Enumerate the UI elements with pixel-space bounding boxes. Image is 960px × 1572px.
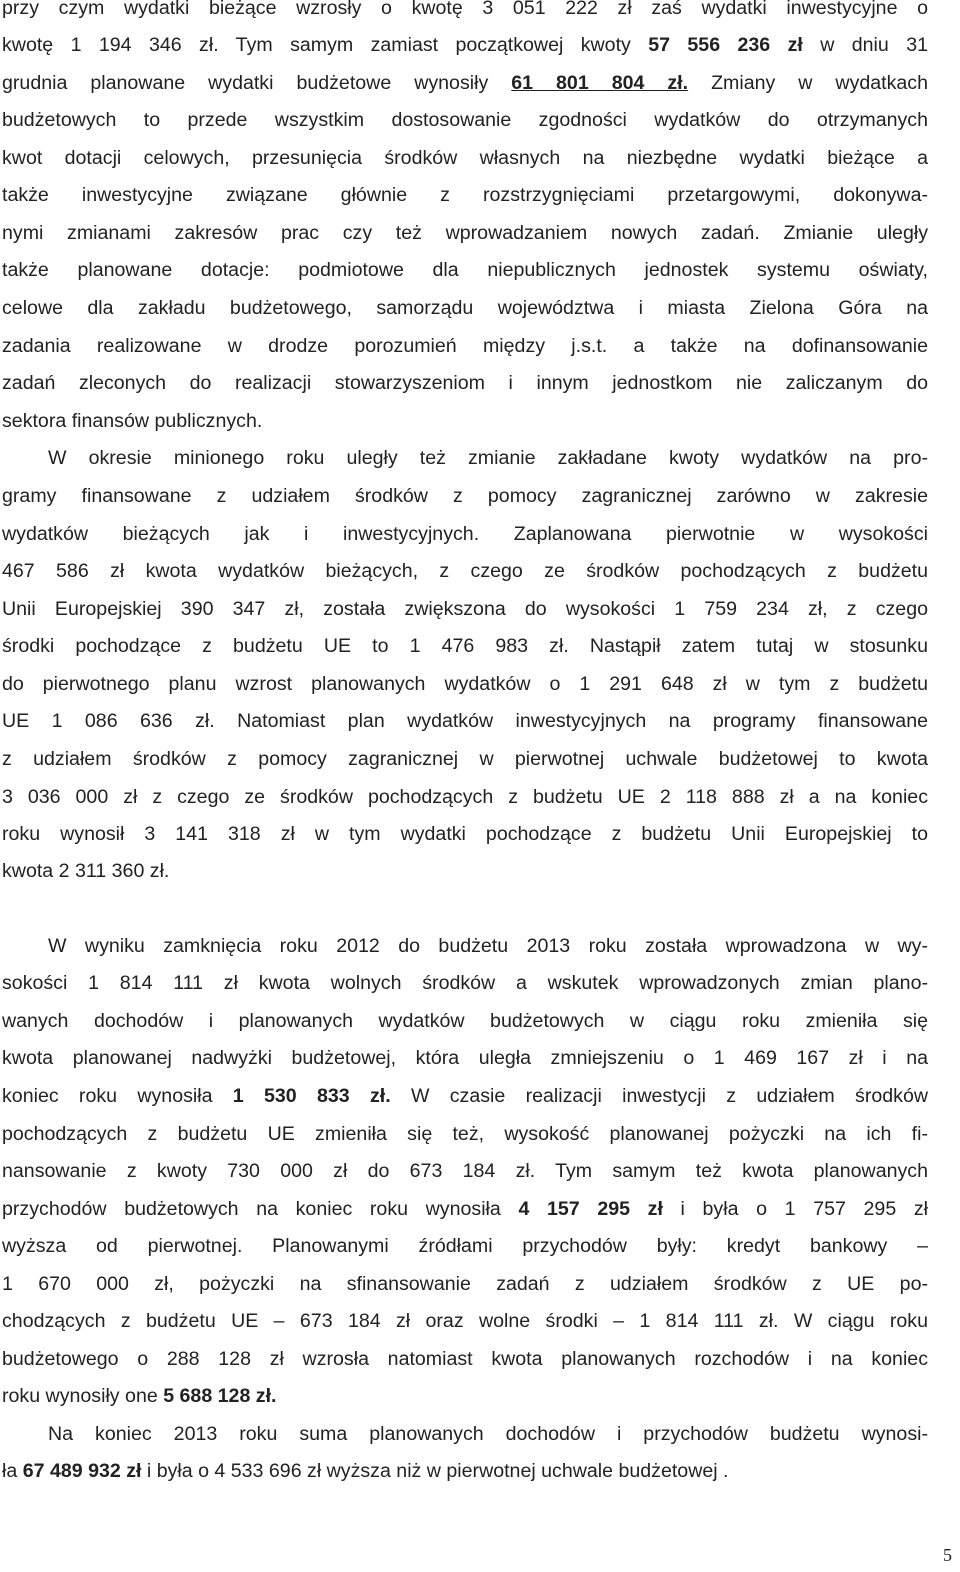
text-run: budżetowych to przede wszystkim dostosowanie zgodności wydatków do otrzymanych bbox=[2, 109, 928, 131]
text-line bbox=[2, 1153, 928, 1190]
text-run: UE 1 086 636 zł. Natomiast plan wydatków inwestycyjnych na programy finansowane bbox=[2, 710, 928, 732]
text-run: kwota 2 311 360 zł. bbox=[2, 860, 170, 882]
text-run: gramy finansowane z udziałem środków z pomocy zagranicznej zarówno w zakresie bbox=[2, 485, 928, 507]
text-run: W czasie realizacji inwestycji z udziałem środków bbox=[390, 1085, 928, 1107]
text-line bbox=[2, 853, 928, 890]
text-line bbox=[2, 1003, 928, 1040]
text-line bbox=[2, 553, 928, 590]
text-line bbox=[2, 140, 928, 177]
text-line bbox=[2, 102, 928, 139]
text-run: roku wynosił 3 141 318 zł w tym wydatki pochodzące z budżetu Unii Europejskiej to bbox=[2, 823, 928, 845]
text-run: sokości 1 814 111 zł kwota wolnych środków a wskutek wprowadzonych zmian plano- bbox=[2, 972, 928, 994]
text-run: W wyniku zamknięcia roku 2012 do budżetu 2013 roku została wprowadzona w wy- bbox=[48, 935, 928, 957]
text-run: Zmiany w wydatkach bbox=[688, 72, 928, 94]
text-run: kwota planowanej nadwyżki budżetowej, która uległa zmniejszeniu o 1 469 167 zł i na bbox=[2, 1047, 928, 1069]
text-line bbox=[2, 1341, 928, 1378]
text-run: wydatków bieżących jak i inwestycyjnych. Zaplanowana pierwotnie w wysokości bbox=[2, 523, 928, 545]
text-line bbox=[2, 779, 928, 816]
text-line bbox=[48, 440, 928, 477]
text-line bbox=[2, 403, 928, 440]
text-line bbox=[2, 328, 928, 365]
bold-amount: 61 801 804 zł. bbox=[511, 72, 689, 94]
text-line bbox=[2, 591, 928, 628]
text-line bbox=[2, 1078, 928, 1115]
text-run: koniec roku wynosiła bbox=[2, 1085, 233, 1107]
text-run: wanych dochodów i planowanych wydatków budżetowych w ciągu roku zmieniła się bbox=[2, 1010, 928, 1032]
text-line bbox=[2, 1266, 928, 1303]
text-line bbox=[2, 478, 928, 515]
text-run: 1 670 000 zł, pożyczki na sfinansowanie zadań z udziałem środków z UE po- bbox=[2, 1273, 928, 1295]
bold-amount: 4 157 295 zł bbox=[518, 1198, 663, 1220]
text-run: 3 036 000 zł z czego ze środków pochodzących z budżetu UE 2 118 888 zł a na koniec bbox=[2, 786, 928, 808]
text-line bbox=[2, 177, 928, 214]
text-line bbox=[2, 965, 928, 1002]
text-run: budżetowego o 288 128 zł wzrosła natomiast kwota planowanych rozchodów i na koniec bbox=[2, 1348, 928, 1370]
text-line bbox=[2, 0, 928, 27]
text-line bbox=[2, 215, 928, 252]
text-run: ła bbox=[2, 1460, 23, 1482]
text-line bbox=[2, 27, 928, 64]
text-line bbox=[2, 365, 928, 402]
text-run: sektora finansów publicznych. bbox=[2, 410, 263, 432]
text-line bbox=[2, 703, 928, 740]
text-run: przychodów budżetowych na koniec roku wynosiła bbox=[2, 1198, 519, 1220]
text-run: chodzących z budżetu UE – 673 184 zł oraz wolne środki – 1 814 111 zł. W ciągu roku bbox=[2, 1310, 928, 1332]
text-line bbox=[2, 1378, 928, 1415]
text-run: i była o 1 757 295 zł bbox=[662, 1198, 929, 1220]
text-run: przy czym wydatki bieżące wzrosły o kwotę 3 051 222 zł zaś wydatki inwestycyjne o bbox=[2, 0, 928, 19]
text-line bbox=[2, 65, 928, 102]
text-line bbox=[2, 628, 928, 665]
text-run: grudnia planowane wydatki budżetowe wynosiły bbox=[2, 72, 512, 94]
text-run: celowe dla zakładu budżetowego, samorządu województwa i miasta Zielona Góra na bbox=[2, 297, 928, 319]
text-run: kwotę 1 194 346 zł. Tym samym zamiast początkowej kwoty bbox=[2, 34, 649, 56]
text-run: także planowane dotacje: podmiotowe dla niepublicznych jednostek systemu oświaty, bbox=[2, 259, 928, 281]
text-line bbox=[2, 816, 928, 853]
text-line bbox=[2, 252, 928, 289]
bold-amount: 1 530 833 zł. bbox=[232, 1085, 391, 1107]
text-run: W okresie minionego roku uległy też zmianie zakładane kwoty wydatków na pro- bbox=[48, 447, 928, 469]
text-run: z udziałem środków z pomocy zagranicznej w pierwotnej uchwale budżetowej to kwota bbox=[2, 748, 928, 770]
text-line bbox=[2, 741, 928, 778]
text-line bbox=[2, 290, 928, 327]
text-line bbox=[2, 1303, 928, 1340]
text-line bbox=[2, 516, 928, 553]
text-run: zadania realizowane w drodze porozumień między j.s.t. a także na dofinansowanie bbox=[2, 335, 928, 357]
text-line bbox=[48, 1416, 928, 1453]
text-run: Unii Europejskiej 390 347 zł, została zwiększona do wysokości 1 759 234 zł, z czego bbox=[2, 598, 928, 620]
bold-amount: 57 556 236 zł bbox=[648, 34, 803, 56]
text-run: pochodzących z budżetu UE zmieniła się też, wysokość planowanej pożyczki na ich fi- bbox=[2, 1123, 928, 1145]
text-run: nansowanie z kwoty 730 000 zł do 673 184 zł. Tym samym też kwota planowanych bbox=[2, 1160, 928, 1182]
text-run: nymi zmianami zakresów prac czy też wprowadzaniem nowych zadań. Zmianie uległy bbox=[2, 222, 928, 244]
page-number: 5 bbox=[943, 1545, 952, 1565]
text-run: w dniu 31 bbox=[802, 34, 929, 56]
text-run: do pierwotnego planu wzrost planowanych wydatków o 1 291 648 zł w tym z budżetu bbox=[2, 673, 928, 695]
bold-amount: 5 688 128 zł. bbox=[163, 1385, 277, 1407]
text-line bbox=[2, 666, 928, 703]
text-run: kwot dotacji celowych, przesunięcia środków własnych na niezbędne wydatki bieżące a bbox=[2, 147, 928, 169]
text-run: roku wynosiły one bbox=[2, 1385, 164, 1407]
text-run: Na koniec 2013 roku suma planowanych dochodów i przychodów budżetu wynosi- bbox=[48, 1423, 928, 1445]
text-line bbox=[2, 1116, 928, 1153]
text-run: wyższa od pierwotnej. Planowanymi źródłami przychodów były: kredyt bankowy – bbox=[2, 1235, 928, 1257]
bold-amount: 67 489 932 zł bbox=[22, 1460, 142, 1482]
text-run: środki pochodzące z budżetu UE to 1 476 983 zł. Nastąpił zatem tutaj w stosunku bbox=[2, 635, 928, 657]
text-run: i była o 4 533 696 zł wyższa niż w pierwotnej uchwale budżetowej . bbox=[141, 1460, 729, 1482]
text-line bbox=[2, 1191, 928, 1228]
text-line bbox=[48, 928, 928, 965]
text-run: 467 586 zł kwota wydatków bieżących, z czego ze środków pochodzących z budżetu bbox=[2, 560, 928, 582]
text-line bbox=[2, 1453, 928, 1490]
text-run: także inwestycyjne związane głównie z rozstrzygnięciami przetargowymi, dokonywa- bbox=[2, 184, 928, 206]
text-line bbox=[2, 1040, 928, 1077]
text-line bbox=[2, 1228, 928, 1265]
text-run: zadań zleconych do realizacji stowarzyszeniom i innym jednostkom nie zaliczanym do bbox=[2, 372, 928, 394]
